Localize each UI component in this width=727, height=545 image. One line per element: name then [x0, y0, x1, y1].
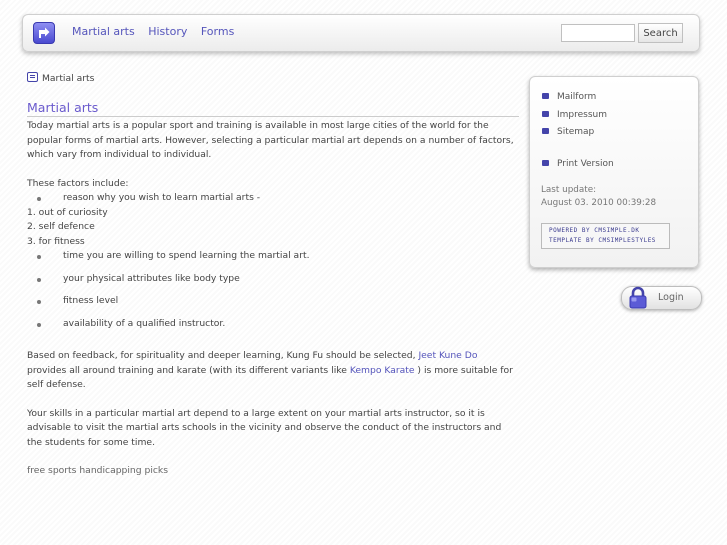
footer-link[interactable]: free sports handicapping picks [27, 465, 169, 476]
list-item: 2. self defence [27, 221, 95, 232]
square-bullet-icon [542, 111, 549, 117]
main-content [27, 72, 519, 479]
square-bullet-icon [542, 160, 549, 166]
square-bullet-icon [542, 128, 549, 134]
list-item: time you are willing to spend learning the martial art. [37, 249, 519, 264]
home-arrow-icon[interactable] [33, 22, 55, 44]
feedback-paragraph: Based on feedback, for spirituality and deeper learning, Kung Fu should be selected, Jeet Kune Do provides all around training and karate (with its different variants like Kempo Karate ) is more suitable for self defense. [27, 350, 513, 390]
search-button[interactable]: Search [638, 23, 683, 43]
sidebar-item-sitemap[interactable]: Sitemap [542, 125, 607, 143]
nav-history[interactable]: History [148, 25, 188, 38]
factors-intro: These factors include: [27, 177, 129, 189]
login-button[interactable] [621, 286, 702, 310]
login-label: Login [658, 292, 684, 303]
list-item: your physical attributes like body type [37, 272, 519, 287]
jeet-kune-do-link[interactable]: Jeet Kune Do [418, 350, 478, 361]
kempo-karate-link[interactable]: Kempo Karate [349, 364, 415, 376]
intro-paragraph: Today martial arts is a popular sport and training is available in most large cities of the world for the popular forms of martial arts. However, selecting a particular martial art depends on a number of factors, which vary from individual to individual. [27, 120, 514, 160]
list-item: reason why you wish to learn martial arts - [37, 191, 519, 206]
sidebar-item-mailform[interactable]: Mailform [542, 90, 607, 108]
breadcrumb [27, 72, 519, 86]
list-item: availability of a qualified instructor. [37, 317, 519, 332]
skills-paragraph: Your skills in a particular martial art depend to a large extent on your martial arts instructor, so it is advisable to visit the martial arts schools in the vicinity and observe the conduct of the instructors and the students for some time. [27, 407, 502, 448]
reason-list [27, 206, 519, 250]
powered-by-badge[interactable]: POWERED BY CMSIMPLE.DK TEMPLATE BY CMSIMPLESTYLES [541, 223, 670, 249]
header-bar [22, 14, 700, 52]
nav-forms[interactable]: Forms [200, 25, 235, 38]
list-item: 1. out of curiosity [27, 206, 108, 218]
sidebar [529, 76, 699, 268]
list-item: fitness level [37, 294, 519, 309]
breadcrumb-label: Martial arts [42, 73, 95, 84]
sidebar-item-impressum[interactable]: Impressum [542, 108, 607, 126]
page-title: Martial arts [27, 100, 519, 117]
last-update: Last update: August 03. 2010 00:39:28 [541, 185, 657, 208]
square-bullet-icon [542, 93, 549, 99]
sidebar-links [542, 90, 607, 143]
print-version-link[interactable]: Print Version [542, 157, 614, 175]
factor-list-more [27, 249, 519, 331]
search-input[interactable] [561, 24, 635, 42]
page-icon [27, 72, 38, 82]
list-item: 3. for fitness [27, 235, 85, 247]
main-nav [72, 25, 244, 38]
padlock-icon [626, 286, 650, 310]
nav-martial-arts[interactable]: Martial arts [72, 25, 135, 38]
factor-list-first [27, 191, 519, 206]
